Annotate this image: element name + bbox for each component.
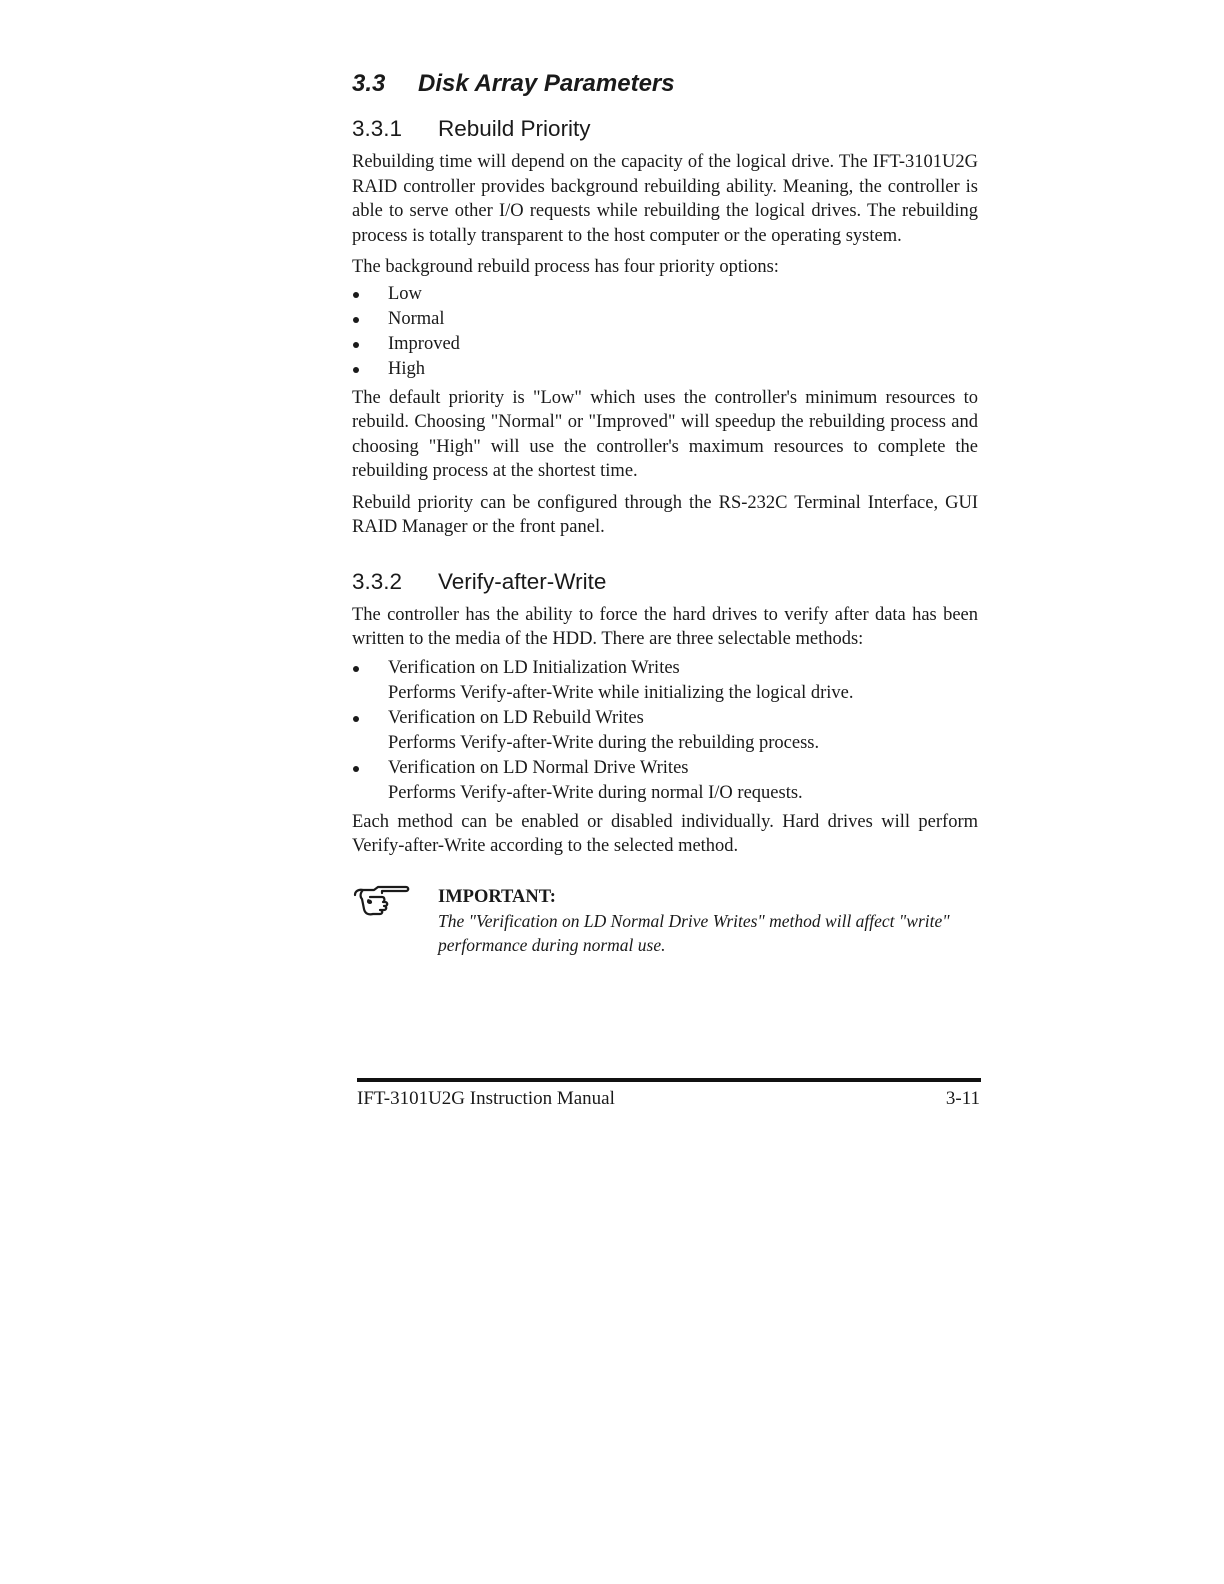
method-name: Verification on LD Initialization Writes <box>388 657 680 678</box>
footer-divider <box>357 1078 981 1082</box>
manual-page <box>352 70 978 957</box>
bullet-icon <box>353 342 359 348</box>
list-item <box>352 706 978 756</box>
method-summary-paragraph: Each method can be enabled or disabled individually. Hard drives will perform Verify-after-Write according to the selected method. <box>352 811 978 856</box>
configuration-paragraph: Rebuild priority can be configured through the RS-232C Terminal Interface, GUI RAID Manager or the front panel. <box>352 492 978 537</box>
method-list <box>352 656 978 806</box>
verify-title: Verify-after-Write <box>438 568 607 594</box>
bullet-icon <box>353 766 359 772</box>
important-text: The "Verification on LD Normal Drive Writes" method will affect "write" performance during normal use. <box>438 910 950 955</box>
rebuild-number: 3.3.1 <box>352 116 403 141</box>
important-label: IMPORTANT: <box>438 886 556 907</box>
verify-number: 3.3.2 <box>352 568 403 594</box>
list-item: Improved <box>352 332 978 357</box>
method-description: Performs Verify-after-Write during normal I/O requests. <box>388 782 803 803</box>
priority-list <box>352 282 978 382</box>
bullet-icon <box>353 666 359 672</box>
method-name: Verification on LD Normal Drive Writes <box>388 757 689 778</box>
verify-paragraph: The controller has the ability to force the hard drives to verify after data has been written to the media of the HDD. There are three selectable methods: <box>352 604 978 649</box>
bullet-icon <box>353 367 359 373</box>
method-name: Verification on LD Rebuild Writes <box>388 707 644 728</box>
important-note <box>352 885 978 957</box>
section-number: 3.3 <box>352 70 386 97</box>
pointing-hand-icon <box>352 885 438 957</box>
rebuild-options-intro: The background rebuild process has four priority options: <box>352 257 779 277</box>
list-item <box>352 756 978 806</box>
section-title: Disk Array Parameters <box>418 70 675 97</box>
rebuild-title: Rebuild Priority <box>438 116 591 141</box>
footer-page-number: 3-11 <box>945 1088 980 1109</box>
default-priority-paragraph: The default priority is "Low" which uses the controller's minimum resources to rebuild. Choosing "Normal" or "Improved" will speedup the rebuilding process and choosing "High" will use the controller's maximum resources to complete the rebuilding process at the shortest time. <box>352 387 978 481</box>
list-item: Low <box>352 282 978 307</box>
footer-manual-title: IFT-3101U2G Instruction Manual <box>357 1088 615 1109</box>
list-item: Normal <box>352 307 978 332</box>
list-item: High <box>352 357 978 382</box>
list-item <box>352 656 978 706</box>
rebuild-heading <box>352 116 978 142</box>
bullet-icon <box>353 292 359 298</box>
method-description: Performs Verify-after-Write while initializing the logical drive. <box>388 682 854 703</box>
verify-heading <box>352 569 978 595</box>
bullet-icon <box>353 716 359 722</box>
section-heading <box>352 70 978 98</box>
method-description: Performs Verify-after-Write during the rebuilding process. <box>388 732 820 753</box>
bullet-icon <box>353 317 359 323</box>
rebuild-paragraph: Rebuilding time will depend on the capacity of the logical drive. The IFT-3101U2G RAID controller provides background rebuilding ability. Meaning, the controller is able to serve other I/O requests while rebuilding the logical drives. The rebuilding process is totally transparent to the host computer or the operating system. <box>352 152 978 246</box>
